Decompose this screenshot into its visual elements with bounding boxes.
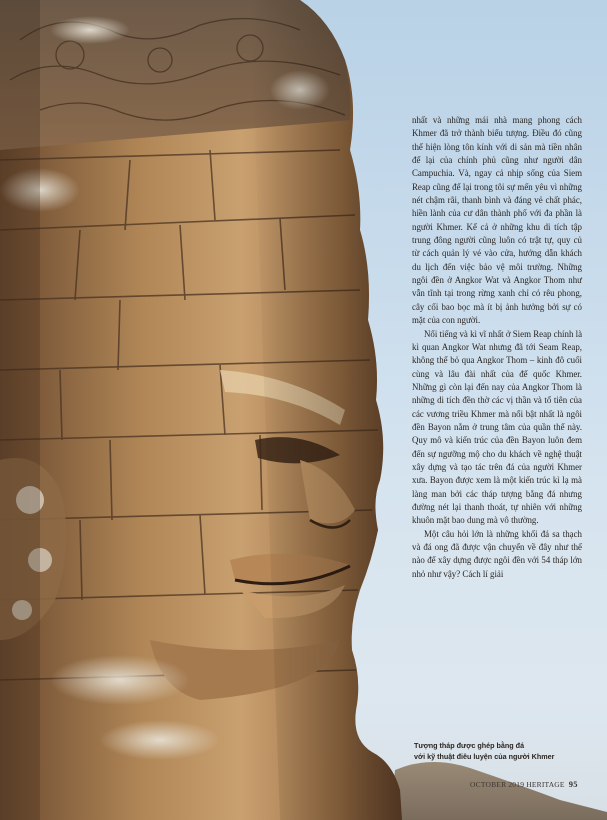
photo-caption [414,740,594,762]
folio-issue: OCTOBER 2019 HERITAGE [470,780,565,789]
article-paragraph-1: nhất và những mái nhà mang phong cách Khmer đã trở thành biểu tượng. Điều đó cũng thể hiện lòng tôn kính với di sản mà tiền nhân để lại của chính phủ cũng như người dân Campuchia. Và, ngay cả nhịp sống của Siem Reap cũng để lại trong tôi sự mến yêu vì những nét chậm rãi, thanh bình và đáng vẻ chất phác, hiền lành của cư dân thành phố với đa phần là người Khmer. Kể cả ở những khu di tích tập trung đông người cũng luôn có trật tự, quy củ từ cách quản lý vé vào cửa, hướng dẫn khách du lịch đến việc bảo vệ môi trường. Những ngôi đền ở Angkor Wat và Angkor Thom như vẫn tĩnh tại trong rừng xanh chỉ có rêu phong, cây cối bao bọc mà ít bị ảnh hưởng bởi sự có mặt của con người. [412,115,582,326]
caption-line-2: với kỹ thuật điêu luyện của người Khmer [414,752,555,761]
folio-page-number: 95 [568,779,578,789]
page-folio [470,779,600,789]
caption-line-1: Tượng tháp được ghép bằng đá [414,741,525,750]
article-body [412,114,582,581]
article-paragraph-2: Nổi tiếng và kì vĩ nhất ở Siem Reap chính là kì quan Angkor Wat nhưng đã tới Seam Reap, không thể bỏ qua Angkor Thom – kinh đô cuối cùng và lâu đài nhất của để quốc Khmer. Những gì còn lại đến nay của Angkor Thom là những di tích đền thờ các vị thần và tổ tiên của các vương triều Khmer mà nổi bật nhất là ngôi đền Bayon nằm ở trung tâm của quần thể này. Quy mô và kiến trúc của đền Bayon luôn đem đến sự ngưỡng mộ cho du khách về nghệ thuật xây dựng và tạo tác trên đá của người Khmer xưa. Bayon được xem là một kiến trúc kì lạ mà làng man bởi các tháp tượng bằng đá nhưng đường nét lại thanh thoát, tự nhiên với những khuôn mặt bao dung mà vô thường. [412,328,583,526]
article-paragraph-3: Một câu hỏi lớn là những khối đá sa thạch và đá ong đã được vận chuyển về đây như thế nào để xây dựng được ngôi đền với 54 tháp lớn nhỏ như vậy? Cách lí giải [412,528,582,579]
